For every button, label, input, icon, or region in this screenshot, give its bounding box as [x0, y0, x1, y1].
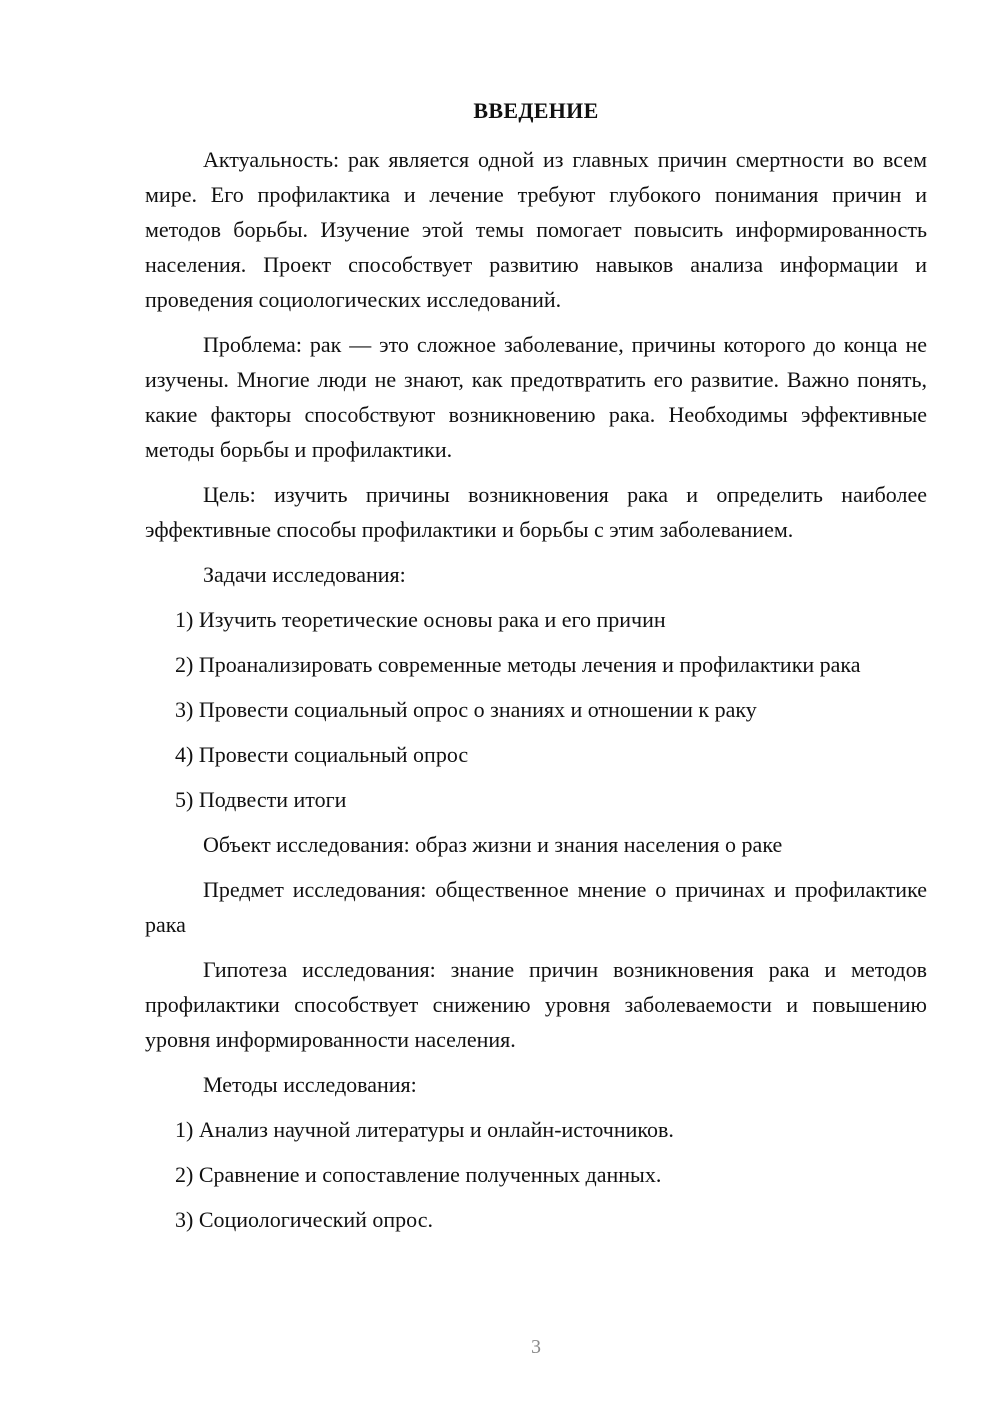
object-paragraph: Объект исследования: образ жизни и знания населения о раке — [203, 832, 783, 857]
task-item: 5) Подвести итоги — [175, 787, 347, 812]
methods-heading: Методы исследования: — [203, 1072, 417, 1097]
section-title: ВВЕДЕНИЕ — [473, 98, 599, 123]
hypothesis-paragraph: Гипотеза исследования: знание причин возникновения рака и методов профилактики способствует снижению уровня заболеваемости и повышению уровня информированности населения. — [145, 957, 927, 1052]
task-item: 3) Провести социальный опрос о знаниях и отношении к раку — [175, 697, 757, 722]
relevance-paragraph: Актуальность: рак является одной из главных причин смертности во всем мире. Его профилактика и лечение требуют глубокого понимания причин и методов борьбы. Изучение этой темы помогает повысить информированность населения. Проект способствует развитию навыков анализа информации и проведения социологических исследований. — [145, 147, 927, 312]
goal-paragraph: Цель: изучить причины возникновения рака и определить наиболее эффективные способы профилактики и борьбы с этим заболеванием. — [145, 482, 927, 542]
task-item: 2) Проанализировать современные методы лечения и профилактики рака — [175, 652, 861, 677]
tasks-heading: Задачи исследования: — [203, 562, 406, 587]
problem-paragraph: Проблема: рак — это сложное заболевание, причины которого до конца не изучены. Многие люди не знают, как предотвратить его развитие. Важно понять, какие факторы способствуют возникновению рака. Необходимы эффективные методы борьбы и профилактики. — [145, 332, 927, 462]
method-item: 2) Сравнение и сопоставление полученных данных. — [175, 1162, 662, 1187]
document-body — [145, 142, 927, 1247]
method-item: 3) Социологический опрос. — [175, 1207, 433, 1232]
subject-paragraph: Предмет исследования: общественное мнение о причинах и профилактике рака — [145, 877, 927, 937]
page-number: 3 — [531, 1336, 541, 1358]
method-item: 1) Анализ научной литературы и онлайн-источников. — [175, 1117, 674, 1142]
task-item: 1) Изучить теоретические основы рака и его причин — [175, 607, 666, 632]
task-item: 4) Провести социальный опрос — [175, 742, 469, 767]
